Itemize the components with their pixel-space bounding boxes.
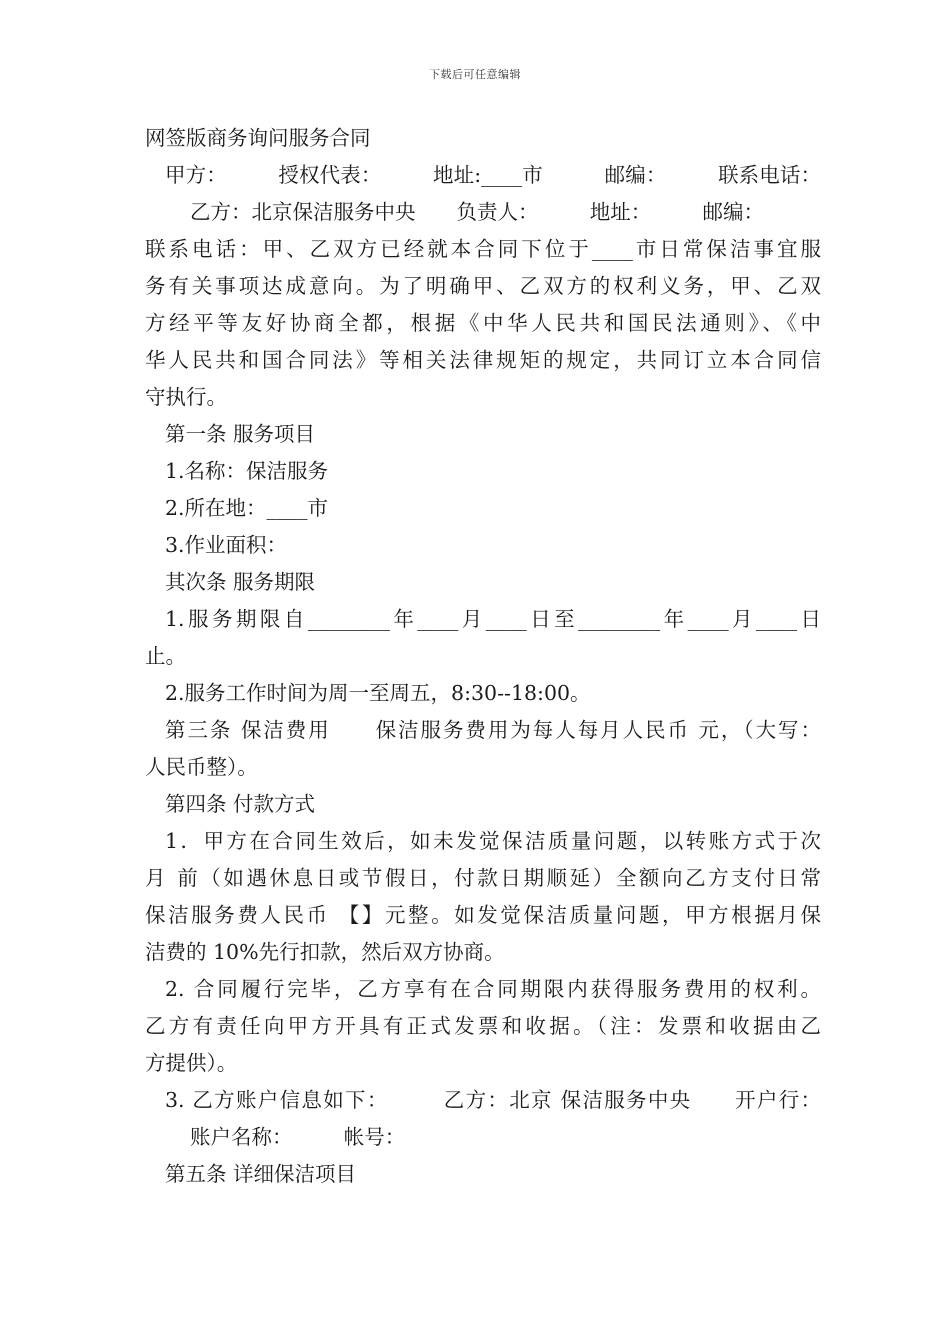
article-1-heading: 第一条 服务项目: [165, 422, 316, 446]
document-title: 网签版商务询问服务合同: [145, 126, 371, 150]
preamble-line-4: 华人民共和国合同法》等相关法律规矩的规定，共同订立本合同信: [145, 348, 821, 372]
article-2-item-1: 1.服务期限自________年____月____日至________年____月____日: [165, 607, 821, 631]
article-3-heading: 第三条 保洁费用 保洁服务费用为每人每月人民币 元，（大写：: [165, 718, 821, 742]
preamble-line-5: 守执行。: [145, 385, 227, 409]
article-4-item-1-line-1: 1．甲方在合同生效后，如未发觉保洁质量问题，以转账方式于次: [165, 829, 821, 853]
article-4-item-3-line-1: 3. 乙方账户信息如下： 乙方：北京 保洁服务中央 开户行：: [165, 1088, 821, 1112]
article-1-item-2: 2.所在地：____市: [165, 496, 329, 520]
article-4-item-2-line-3: 方提供）。: [145, 1051, 238, 1075]
article-4-item-1-line-2: 月 前（如遇休息日或节假日，付款日期顺延）全额向乙方支付日常: [145, 866, 821, 890]
preamble-line-1: 联系电话：甲、乙双方已经就本合同下位于____市日常保洁事宜服: [145, 237, 821, 261]
preamble-line-3: 方经平等友好协商全都，根据《中华人民共和国民法通则》、《中: [145, 311, 821, 335]
article-1-item-3: 3.作业面积：: [165, 533, 288, 557]
article-4-item-1-line-4: 洁费的 10%先行扣款，然后双方协商。: [145, 940, 505, 964]
party-b-line: 乙方：北京保洁服务中央 负责人： 地址： 邮编：: [190, 200, 764, 224]
contract-body: [145, 120, 821, 1193]
article-4-item-2-line-1: 2. 合同履行完毕，乙方享有在合同期限内获得服务费用的权利。: [165, 977, 821, 1001]
article-5-heading: 第五条 详细保洁项目: [165, 1162, 357, 1186]
preamble-line-2: 务有关事项达成意向。为了明确甲、乙双方的权利义务，甲、乙双: [145, 274, 821, 298]
article-2-item-2: 2.服务工作时间为周一至周五，8:30--18:00。: [165, 681, 591, 705]
article-1-item-1: 1.名称：保洁服务: [165, 459, 329, 483]
article-4-item-3-line-2: 账户名称： 帐号：: [190, 1125, 406, 1149]
article-4-item-2-line-2: 乙方有责任向甲方开具有正式发票和收据。（注：发票和收据由乙: [145, 1014, 821, 1038]
article-2-item-1-cont: 止。: [145, 644, 186, 668]
article-2-heading: 其次条 服务期限: [165, 570, 316, 594]
article-4-heading: 第四条 付款方式: [165, 792, 316, 816]
page-header-note: 下载后可任意编辑: [429, 68, 521, 81]
article-3-cont: 人民币整）。: [145, 755, 258, 779]
party-a-line: 甲方： 授权代表： 地址:____市 邮编： 联系电话：: [165, 163, 821, 187]
article-4-item-1-line-3: 保洁服务费人民币 【】元整。如发觉保洁质量问题，甲方根据月保: [145, 903, 821, 927]
